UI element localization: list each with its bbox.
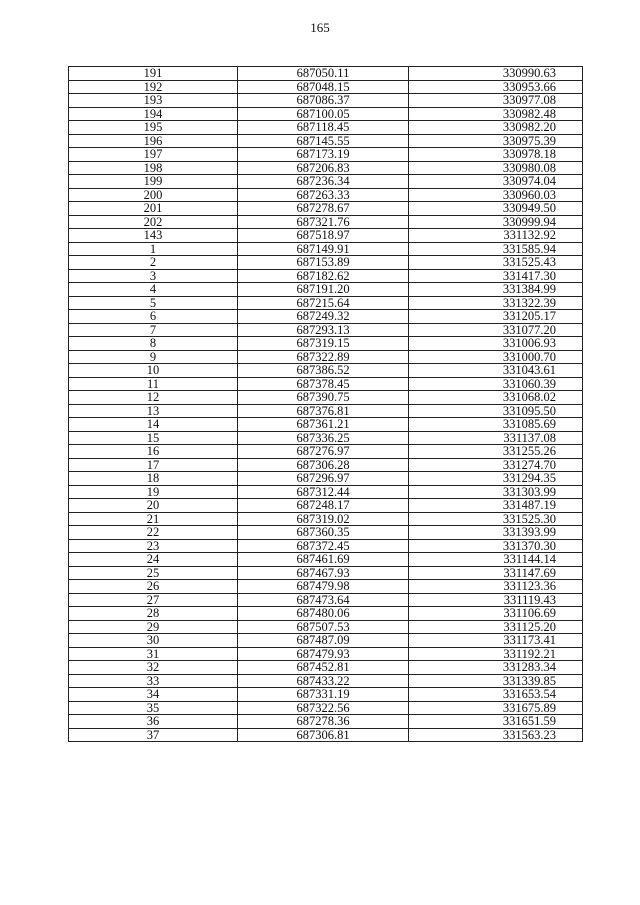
point-number-cell: 37 [69, 728, 238, 742]
x-coordinate-cell: 687145.55 [238, 134, 409, 148]
table-row [69, 107, 583, 121]
x-coordinate-cell: 687050.11 [238, 67, 409, 81]
point-number-cell: 23 [69, 539, 238, 553]
table-row [69, 580, 583, 594]
x-coordinate-cell: 687461.69 [238, 553, 409, 567]
x-coordinate-cell: 687507.53 [238, 620, 409, 634]
x-coordinate-cell: 687360.35 [238, 526, 409, 540]
y-coordinate-cell: 331205.17 [409, 310, 583, 324]
y-coordinate-cell: 330975.39 [409, 134, 583, 148]
point-number-cell: 10 [69, 364, 238, 378]
table-row [69, 566, 583, 580]
table-row [69, 283, 583, 297]
point-number-cell: 5 [69, 296, 238, 310]
y-coordinate-cell: 331675.89 [409, 701, 583, 715]
table-row [69, 404, 583, 418]
table-row [69, 607, 583, 621]
x-coordinate-cell: 687322.56 [238, 701, 409, 715]
y-coordinate-cell: 331525.30 [409, 512, 583, 526]
point-number-cell: 24 [69, 553, 238, 567]
x-coordinate-cell: 687312.44 [238, 485, 409, 499]
y-coordinate-cell: 330949.50 [409, 202, 583, 216]
table-row [69, 323, 583, 337]
table-row [69, 175, 583, 189]
x-coordinate-cell: 687322.89 [238, 350, 409, 364]
table-row [69, 242, 583, 256]
x-coordinate-cell: 687390.75 [238, 391, 409, 405]
point-number-cell: 195 [69, 121, 238, 135]
x-coordinate-cell: 687182.62 [238, 269, 409, 283]
x-coordinate-cell: 687518.97 [238, 229, 409, 243]
table-row [69, 121, 583, 135]
y-coordinate-cell: 330960.03 [409, 188, 583, 202]
point-number-cell: 32 [69, 661, 238, 675]
y-coordinate-cell: 331132.92 [409, 229, 583, 243]
table-row [69, 310, 583, 324]
point-number-cell: 19 [69, 485, 238, 499]
table-row [69, 499, 583, 513]
y-coordinate-cell: 331339.85 [409, 674, 583, 688]
point-number-cell: 20 [69, 499, 238, 513]
y-coordinate-cell: 331303.99 [409, 485, 583, 499]
point-number-cell: 12 [69, 391, 238, 405]
point-number-cell: 3 [69, 269, 238, 283]
y-coordinate-cell: 330977.08 [409, 94, 583, 108]
table-row [69, 445, 583, 459]
point-number-cell: 35 [69, 701, 238, 715]
x-coordinate-cell: 687487.09 [238, 634, 409, 648]
point-number-cell: 11 [69, 377, 238, 391]
table-row [69, 526, 583, 540]
y-coordinate-cell: 330982.48 [409, 107, 583, 121]
x-coordinate-cell: 687118.45 [238, 121, 409, 135]
point-number-cell: 202 [69, 215, 238, 229]
x-coordinate-cell: 687249.32 [238, 310, 409, 324]
x-coordinate-cell: 687378.45 [238, 377, 409, 391]
point-number-cell: 194 [69, 107, 238, 121]
y-coordinate-cell: 331255.26 [409, 445, 583, 459]
table-row [69, 634, 583, 648]
point-number-cell: 34 [69, 688, 238, 702]
page-number: 165 [310, 20, 330, 35]
point-number-cell: 30 [69, 634, 238, 648]
table-row [69, 715, 583, 729]
y-coordinate-cell: 330980.08 [409, 161, 583, 175]
point-number-cell: 16 [69, 445, 238, 459]
point-number-cell: 25 [69, 566, 238, 580]
table-row [69, 701, 583, 715]
table-row [69, 553, 583, 567]
table-row [69, 472, 583, 486]
point-number-cell: 200 [69, 188, 238, 202]
point-number-cell: 199 [69, 175, 238, 189]
point-number-cell: 17 [69, 458, 238, 472]
point-number-cell: 36 [69, 715, 238, 729]
y-coordinate-cell: 331060.39 [409, 377, 583, 391]
table-row [69, 377, 583, 391]
table-row [69, 364, 583, 378]
table-row [69, 647, 583, 661]
x-coordinate-cell: 687296.97 [238, 472, 409, 486]
table-row [69, 148, 583, 162]
x-coordinate-cell: 687278.36 [238, 715, 409, 729]
point-number-cell: 198 [69, 161, 238, 175]
point-number-cell: 9 [69, 350, 238, 364]
table-row [69, 728, 583, 742]
table-row [69, 161, 583, 175]
y-coordinate-cell: 330982.20 [409, 121, 583, 135]
table-row [69, 688, 583, 702]
table-row [69, 296, 583, 310]
y-coordinate-cell: 331147.69 [409, 566, 583, 580]
y-coordinate-cell: 331294.35 [409, 472, 583, 486]
y-coordinate-cell: 330990.63 [409, 67, 583, 81]
table-row [69, 661, 583, 675]
point-number-cell: 192 [69, 80, 238, 94]
point-number-cell: 15 [69, 431, 238, 445]
x-coordinate-cell: 687376.81 [238, 404, 409, 418]
x-coordinate-cell: 687386.52 [238, 364, 409, 378]
y-coordinate-cell: 331106.69 [409, 607, 583, 621]
y-coordinate-cell: 331384.99 [409, 283, 583, 297]
y-coordinate-cell: 331000.70 [409, 350, 583, 364]
y-coordinate-cell: 331585.94 [409, 242, 583, 256]
x-coordinate-cell: 687153.89 [238, 256, 409, 270]
y-coordinate-cell: 331563.23 [409, 728, 583, 742]
x-coordinate-cell: 687319.15 [238, 337, 409, 351]
y-coordinate-cell: 331123.36 [409, 580, 583, 594]
table-row [69, 229, 583, 243]
x-coordinate-cell: 687480.06 [238, 607, 409, 621]
point-number-cell: 33 [69, 674, 238, 688]
point-number-cell: 1 [69, 242, 238, 256]
y-coordinate-cell: 331144.14 [409, 553, 583, 567]
y-coordinate-cell: 331370.30 [409, 539, 583, 553]
table-row [69, 134, 583, 148]
x-coordinate-cell: 687263.33 [238, 188, 409, 202]
table-row [69, 512, 583, 526]
point-number-cell: 13 [69, 404, 238, 418]
point-number-cell: 31 [69, 647, 238, 661]
x-coordinate-cell: 687319.02 [238, 512, 409, 526]
y-coordinate-cell: 331653.54 [409, 688, 583, 702]
y-coordinate-cell: 331651.59 [409, 715, 583, 729]
y-coordinate-cell: 331173.41 [409, 634, 583, 648]
y-coordinate-cell: 331095.50 [409, 404, 583, 418]
x-coordinate-cell: 687433.22 [238, 674, 409, 688]
y-coordinate-cell: 331192.21 [409, 647, 583, 661]
x-coordinate-cell: 687236.34 [238, 175, 409, 189]
x-coordinate-cell: 687149.91 [238, 242, 409, 256]
x-coordinate-cell: 687452.81 [238, 661, 409, 675]
x-coordinate-cell: 687473.64 [238, 593, 409, 607]
x-coordinate-cell: 687100.05 [238, 107, 409, 121]
point-number-cell: 26 [69, 580, 238, 594]
point-number-cell: 7 [69, 323, 238, 337]
point-number-cell: 27 [69, 593, 238, 607]
point-number-cell: 196 [69, 134, 238, 148]
x-coordinate-cell: 687361.21 [238, 418, 409, 432]
x-coordinate-cell: 687372.45 [238, 539, 409, 553]
y-coordinate-cell: 331077.20 [409, 323, 583, 337]
point-number-cell: 14 [69, 418, 238, 432]
table-row [69, 418, 583, 432]
point-number-cell: 28 [69, 607, 238, 621]
point-number-cell: 193 [69, 94, 238, 108]
table-row [69, 202, 583, 216]
x-coordinate-cell: 687276.97 [238, 445, 409, 459]
x-coordinate-cell: 687479.98 [238, 580, 409, 594]
table-row [69, 215, 583, 229]
y-coordinate-cell: 330953.66 [409, 80, 583, 94]
table-row [69, 674, 583, 688]
table-row [69, 593, 583, 607]
y-coordinate-cell: 331137.08 [409, 431, 583, 445]
point-number-cell: 6 [69, 310, 238, 324]
point-number-cell: 4 [69, 283, 238, 297]
x-coordinate-cell: 687278.67 [238, 202, 409, 216]
y-coordinate-cell: 331487.19 [409, 499, 583, 513]
table-row [69, 350, 583, 364]
y-coordinate-cell: 331043.61 [409, 364, 583, 378]
table-row [69, 188, 583, 202]
table-row [69, 94, 583, 108]
table-row [69, 80, 583, 94]
table-row [69, 337, 583, 351]
x-coordinate-cell: 687306.81 [238, 728, 409, 742]
x-coordinate-cell: 687467.93 [238, 566, 409, 580]
x-coordinate-cell: 687248.17 [238, 499, 409, 513]
y-coordinate-cell: 331274.70 [409, 458, 583, 472]
x-coordinate-cell: 687173.19 [238, 148, 409, 162]
point-number-cell: 2 [69, 256, 238, 270]
y-coordinate-cell: 331006.93 [409, 337, 583, 351]
point-number-cell: 18 [69, 472, 238, 486]
x-coordinate-cell: 687206.83 [238, 161, 409, 175]
point-number-cell: 22 [69, 526, 238, 540]
x-coordinate-cell: 687215.64 [238, 296, 409, 310]
point-number-cell: 143 [69, 229, 238, 243]
x-coordinate-cell: 687306.28 [238, 458, 409, 472]
x-coordinate-cell: 687336.25 [238, 431, 409, 445]
point-number-cell: 8 [69, 337, 238, 351]
table-row [69, 67, 583, 81]
table-row [69, 391, 583, 405]
table-row [69, 269, 583, 283]
y-coordinate-cell: 330978.18 [409, 148, 583, 162]
point-number-cell: 21 [69, 512, 238, 526]
y-coordinate-cell: 331525.43 [409, 256, 583, 270]
y-coordinate-cell: 330974.04 [409, 175, 583, 189]
y-coordinate-cell: 331417.30 [409, 269, 583, 283]
table-row [69, 620, 583, 634]
coordinates-table-body [69, 67, 583, 742]
x-coordinate-cell: 687321.76 [238, 215, 409, 229]
y-coordinate-cell: 331119.43 [409, 593, 583, 607]
x-coordinate-cell: 687191.20 [238, 283, 409, 297]
y-coordinate-cell: 331283.34 [409, 661, 583, 675]
table-row [69, 539, 583, 553]
table-row [69, 485, 583, 499]
table-row [69, 256, 583, 270]
table-row [69, 458, 583, 472]
x-coordinate-cell: 687479.93 [238, 647, 409, 661]
x-coordinate-cell: 687293.13 [238, 323, 409, 337]
point-number-cell: 197 [69, 148, 238, 162]
x-coordinate-cell: 687331.19 [238, 688, 409, 702]
point-number-cell: 29 [69, 620, 238, 634]
point-number-cell: 191 [69, 67, 238, 81]
y-coordinate-cell: 331125.20 [409, 620, 583, 634]
x-coordinate-cell: 687086.37 [238, 94, 409, 108]
y-coordinate-cell: 331322.39 [409, 296, 583, 310]
coordinates-table [68, 66, 583, 742]
point-number-cell: 201 [69, 202, 238, 216]
y-coordinate-cell: 331085.69 [409, 418, 583, 432]
table-row [69, 431, 583, 445]
x-coordinate-cell: 687048.15 [238, 80, 409, 94]
y-coordinate-cell: 331393.99 [409, 526, 583, 540]
y-coordinate-cell: 330999.94 [409, 215, 583, 229]
y-coordinate-cell: 331068.02 [409, 391, 583, 405]
